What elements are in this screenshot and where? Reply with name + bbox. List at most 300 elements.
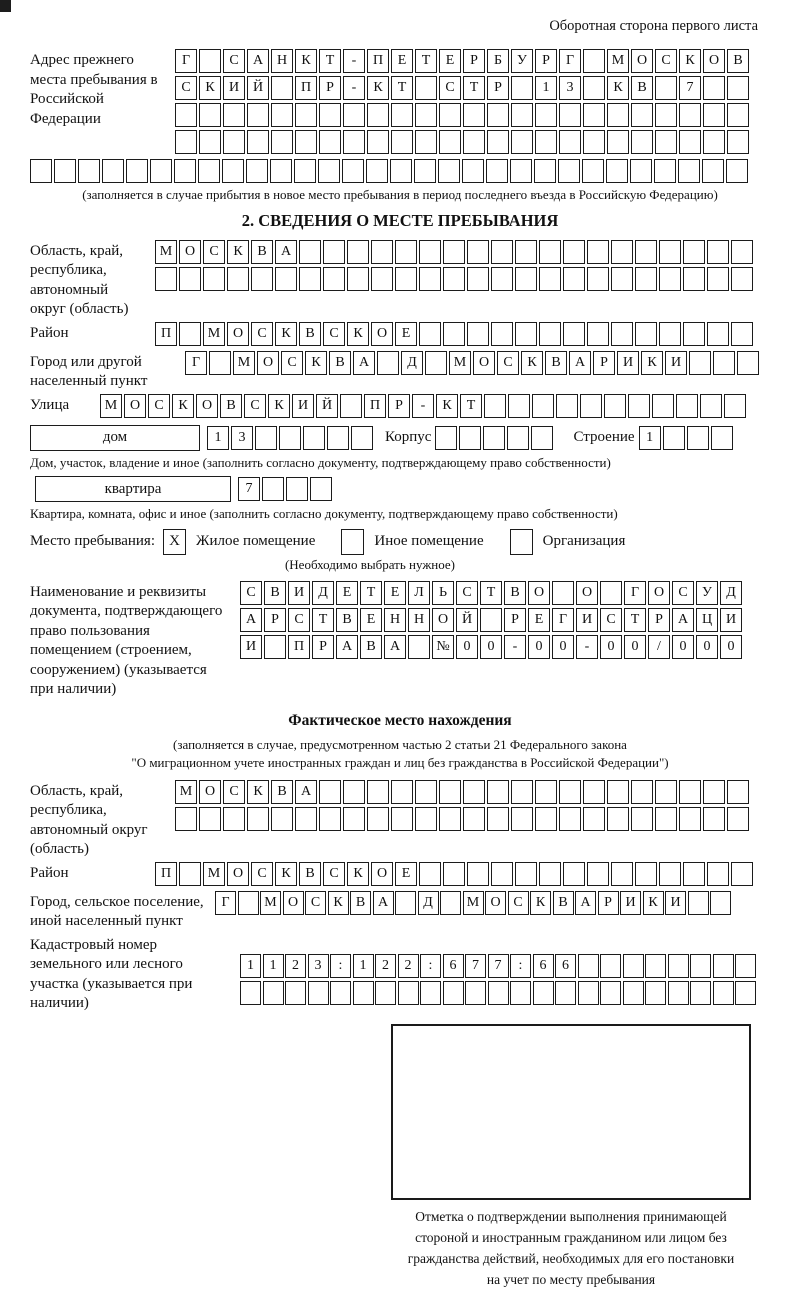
actual-region-block xyxy=(30,780,770,860)
actual-region-field-row-2[interactable] xyxy=(175,807,751,831)
char-box xyxy=(587,322,609,346)
street-label: Улица xyxy=(30,396,70,413)
char-box: В xyxy=(727,49,749,73)
char-box xyxy=(611,862,633,886)
char-box: 3 xyxy=(559,76,581,100)
char-box: Р xyxy=(463,49,485,73)
char-box: Д xyxy=(418,891,439,915)
char-box xyxy=(343,807,365,831)
char-box xyxy=(487,130,509,154)
char-box: С xyxy=(672,581,694,605)
char-box xyxy=(583,807,605,831)
char-box: К xyxy=(268,394,290,418)
char-box xyxy=(726,159,748,183)
char-box: 1 xyxy=(240,954,261,978)
char-box xyxy=(279,426,301,450)
char-box xyxy=(727,130,749,154)
prev-address-field-row-4[interactable] xyxy=(175,130,751,154)
char-box: С xyxy=(288,608,310,632)
char-box: 3 xyxy=(231,426,253,450)
char-box xyxy=(727,807,749,831)
char-box: Р xyxy=(504,608,526,632)
korpus-row[interactable] xyxy=(435,426,555,450)
char-box: К xyxy=(295,49,317,73)
char-box: Г xyxy=(175,49,197,73)
char-box: В xyxy=(350,891,371,915)
char-box: К xyxy=(328,891,349,915)
char-box: К xyxy=(641,351,663,375)
char-box xyxy=(635,267,657,291)
char-box xyxy=(391,103,413,127)
char-box xyxy=(563,267,585,291)
char-box: К xyxy=(643,891,664,915)
char-box xyxy=(319,780,341,804)
char-box xyxy=(347,240,369,264)
house-line xyxy=(30,425,770,451)
char-box xyxy=(702,159,724,183)
char-box: В xyxy=(264,581,286,605)
stay-type-checkbox-other[interactable] xyxy=(341,529,364,555)
char-box: 1 xyxy=(535,76,557,100)
confirmation-stamp-box xyxy=(391,1024,751,1200)
char-box xyxy=(391,130,413,154)
char-box xyxy=(175,130,197,154)
char-box xyxy=(299,267,321,291)
prev-address-field-row-1[interactable] xyxy=(175,49,751,73)
char-box xyxy=(587,862,609,886)
char-box xyxy=(511,807,533,831)
char-box: № xyxy=(432,635,454,659)
char-box: К xyxy=(227,240,249,264)
char-box: Т xyxy=(460,394,482,418)
char-box: В xyxy=(251,240,273,264)
char-box xyxy=(223,807,245,831)
char-box xyxy=(539,240,561,264)
char-box xyxy=(703,130,725,154)
char-box xyxy=(486,159,508,183)
house-field-box[interactable]: дом xyxy=(30,425,200,451)
char-box xyxy=(367,130,389,154)
char-box xyxy=(439,130,461,154)
actual-district-label: Район xyxy=(30,864,69,881)
char-box: Т xyxy=(391,76,413,100)
char-box: 0 xyxy=(696,635,718,659)
char-box xyxy=(659,322,681,346)
stay-type-checkbox-organization[interactable] xyxy=(510,529,533,555)
char-box xyxy=(707,240,729,264)
char-box xyxy=(690,954,711,978)
char-box xyxy=(659,240,681,264)
char-box: А xyxy=(384,635,406,659)
char-box xyxy=(262,477,284,501)
char-box: Р xyxy=(264,608,286,632)
char-box xyxy=(179,862,201,886)
char-box: О xyxy=(528,581,550,605)
char-box: М xyxy=(203,862,225,886)
apartment-field-box[interactable]: квартира xyxy=(35,476,231,502)
char-box xyxy=(735,981,756,1005)
char-box xyxy=(676,394,698,418)
char-box xyxy=(583,103,605,127)
char-box xyxy=(303,426,325,450)
char-box xyxy=(559,130,581,154)
char-box xyxy=(419,267,441,291)
char-box: К xyxy=(275,862,297,886)
cadastre-field-row-1[interactable] xyxy=(240,954,758,978)
char-box: И xyxy=(576,608,598,632)
char-box: О xyxy=(196,394,218,418)
char-box xyxy=(600,981,621,1005)
char-box xyxy=(199,130,221,154)
char-box xyxy=(323,267,345,291)
char-box xyxy=(251,267,273,291)
char-box: Д xyxy=(401,351,423,375)
district-field-row[interactable] xyxy=(155,322,755,346)
char-box: С xyxy=(223,780,245,804)
char-box xyxy=(295,103,317,127)
char-box xyxy=(735,954,756,978)
char-box xyxy=(539,322,561,346)
char-box xyxy=(533,981,554,1005)
char-box: К xyxy=(172,394,194,418)
char-box xyxy=(408,635,430,659)
char-box xyxy=(678,159,700,183)
char-box: И xyxy=(292,394,314,418)
char-box xyxy=(155,267,177,291)
char-box: 6 xyxy=(443,954,464,978)
char-box xyxy=(319,130,341,154)
char-box xyxy=(600,581,622,605)
char-box xyxy=(443,981,464,1005)
actual-city-block xyxy=(30,891,770,932)
actual-district-block xyxy=(30,862,770,889)
char-box: С xyxy=(244,394,266,418)
apartment-note: Квартира, комната, офис и иное (заполнить согласно документу, подтверждающему право собственности) xyxy=(30,506,618,522)
char-box xyxy=(679,807,701,831)
char-box xyxy=(713,981,734,1005)
stay-type-checkbox-residential[interactable]: X xyxy=(163,529,186,555)
region-field-row-2[interactable] xyxy=(155,267,755,291)
char-box: - xyxy=(343,76,365,100)
char-box: Н xyxy=(384,608,406,632)
char-box: 7 xyxy=(679,76,701,100)
prev-address-field-row-2[interactable] xyxy=(175,76,751,100)
char-box: Е xyxy=(439,49,461,73)
cadastre-field-row-2[interactable] xyxy=(240,981,758,1005)
char-box xyxy=(535,780,557,804)
apartment-line xyxy=(30,476,770,502)
char-box: Б xyxy=(487,49,509,73)
char-box: 0 xyxy=(552,635,574,659)
char-box xyxy=(240,981,261,1005)
char-box: О xyxy=(227,322,249,346)
stroenie-row[interactable] xyxy=(639,426,735,450)
char-box: Г xyxy=(552,608,574,632)
char-box: Е xyxy=(395,862,417,886)
char-box xyxy=(295,807,317,831)
char-box: С xyxy=(223,49,245,73)
house-number-row[interactable] xyxy=(207,426,375,450)
char-box xyxy=(463,780,485,804)
confirmation-note-line-1: Отметка о подтверждении выполнения принимающей xyxy=(415,1208,727,1224)
char-box xyxy=(343,103,365,127)
actual-region-field-row-1[interactable] xyxy=(175,780,751,804)
stroenie-label: Строение xyxy=(573,429,635,446)
char-box: Р xyxy=(648,608,670,632)
char-box xyxy=(508,394,530,418)
char-box: М xyxy=(175,780,197,804)
char-box: Н xyxy=(271,49,293,73)
char-box xyxy=(30,159,52,183)
char-box xyxy=(515,240,537,264)
char-box xyxy=(467,267,489,291)
region-field-row-1[interactable] xyxy=(155,240,755,264)
char-box: 3 xyxy=(308,954,329,978)
char-box xyxy=(539,862,561,886)
char-box xyxy=(419,240,441,264)
char-box xyxy=(535,130,557,154)
document-field-row-1[interactable] xyxy=(240,581,744,605)
char-box: В xyxy=(360,635,382,659)
char-box xyxy=(604,394,626,418)
char-box: С xyxy=(175,76,197,100)
prev-address-label: Адрес прежнего места пребывания в Российской Федерации xyxy=(30,52,158,127)
char-box xyxy=(679,130,701,154)
char-box: 2 xyxy=(285,954,306,978)
document-field-row-3[interactable] xyxy=(240,635,744,659)
char-box xyxy=(271,76,293,100)
char-box xyxy=(238,891,259,915)
region-block xyxy=(30,240,770,320)
char-box xyxy=(583,130,605,154)
char-box: О xyxy=(199,780,221,804)
char-box: Т xyxy=(319,49,341,73)
char-box xyxy=(480,608,502,632)
char-box: Р xyxy=(593,351,615,375)
char-box: И xyxy=(223,76,245,100)
char-box: У xyxy=(511,49,533,73)
char-box: М xyxy=(203,322,225,346)
char-box: Р xyxy=(319,76,341,100)
char-box xyxy=(439,103,461,127)
city-field-row[interactable] xyxy=(185,351,761,375)
char-box: П xyxy=(364,394,386,418)
char-box xyxy=(510,981,531,1005)
stay-type-line xyxy=(30,529,770,555)
char-box xyxy=(343,780,365,804)
char-box xyxy=(511,103,533,127)
char-box xyxy=(607,103,629,127)
char-box xyxy=(737,351,759,375)
char-box xyxy=(415,76,437,100)
char-box: : xyxy=(330,954,351,978)
actual-district-field-row[interactable] xyxy=(155,862,755,886)
char-box: А xyxy=(336,635,358,659)
confirmation-note xyxy=(375,1207,767,1291)
char-box: О xyxy=(371,862,393,886)
char-box: К xyxy=(521,351,543,375)
char-box xyxy=(703,807,725,831)
char-box: : xyxy=(510,954,531,978)
char-box: К xyxy=(347,322,369,346)
char-box: Н xyxy=(408,608,430,632)
char-box xyxy=(563,240,585,264)
city-label: Город или другой населенный пункт xyxy=(30,353,148,390)
char-box xyxy=(246,159,268,183)
char-box xyxy=(606,159,628,183)
char-box: С xyxy=(305,891,326,915)
char-box xyxy=(534,159,556,183)
char-box xyxy=(623,954,644,978)
actual-city-field-row[interactable] xyxy=(215,891,733,915)
char-box xyxy=(78,159,100,183)
char-box: А xyxy=(569,351,591,375)
char-box xyxy=(727,780,749,804)
char-box xyxy=(340,394,362,418)
char-box: М xyxy=(463,891,484,915)
apartment-number-row[interactable] xyxy=(238,477,334,501)
char-box: 0 xyxy=(528,635,550,659)
char-box xyxy=(299,240,321,264)
char-box: Т xyxy=(415,49,437,73)
char-box xyxy=(425,351,447,375)
char-box: М xyxy=(100,394,122,418)
char-box xyxy=(179,267,201,291)
char-box xyxy=(395,240,417,264)
char-box xyxy=(271,130,293,154)
house-note: Дом, участок, владение и иное (заполнить согласно документу, подтверждающему право собственности) xyxy=(30,454,611,470)
char-box xyxy=(255,426,277,450)
char-box: Ь xyxy=(432,581,454,605)
char-box xyxy=(319,807,341,831)
char-box xyxy=(635,240,657,264)
char-box: А xyxy=(240,608,262,632)
char-box: / xyxy=(648,635,670,659)
actual-location-note-2: "О миграционном учете иностранных граждан и лиц без гражданства в Российской Федерации") xyxy=(131,755,669,771)
char-box xyxy=(175,103,197,127)
char-box: Д xyxy=(312,581,334,605)
char-box xyxy=(655,76,677,100)
confirmation-note-line-2: стороной и иностранным гражданином или лицом без xyxy=(415,1229,727,1245)
char-box xyxy=(727,76,749,100)
region-label: Область, край, республика, автономный округ (область) xyxy=(30,242,129,318)
char-box: С xyxy=(456,581,478,605)
prev-address-field-row-5[interactable] xyxy=(30,159,770,183)
char-box xyxy=(630,159,652,183)
char-box: 1 xyxy=(639,426,661,450)
char-box xyxy=(631,103,653,127)
char-box: 6 xyxy=(555,954,576,978)
char-box: А xyxy=(275,240,297,264)
char-box xyxy=(631,130,653,154)
char-box xyxy=(247,130,269,154)
char-box xyxy=(415,130,437,154)
char-box: С xyxy=(148,394,170,418)
char-box: К xyxy=(436,394,458,418)
char-box xyxy=(415,103,437,127)
char-box xyxy=(391,780,413,804)
char-box xyxy=(611,267,633,291)
stay-type-option-residential: Жилое помещение xyxy=(196,533,316,550)
char-box: О xyxy=(648,581,670,605)
char-box xyxy=(308,981,329,1005)
char-box: Т xyxy=(360,581,382,605)
char-box: Т xyxy=(624,608,646,632)
cadastre-label: Кадастровый номер земельного или лесного участка (указывается при наличии) xyxy=(30,936,193,1012)
char-box xyxy=(556,394,578,418)
char-box xyxy=(679,103,701,127)
char-box xyxy=(511,130,533,154)
char-box xyxy=(391,807,413,831)
char-box: 0 xyxy=(600,635,622,659)
char-box xyxy=(247,103,269,127)
char-box xyxy=(271,103,293,127)
char-box: С xyxy=(600,608,622,632)
char-box xyxy=(367,807,389,831)
char-box xyxy=(707,267,729,291)
char-box xyxy=(687,426,709,450)
char-box: Е xyxy=(336,581,358,605)
char-box xyxy=(319,103,341,127)
char-box xyxy=(631,807,653,831)
char-box: П xyxy=(155,322,177,346)
char-box: Т xyxy=(480,581,502,605)
char-box xyxy=(515,862,537,886)
prev-address-field-row-3[interactable] xyxy=(175,103,751,127)
char-box xyxy=(700,394,722,418)
char-box xyxy=(683,862,705,886)
actual-location-note-1: (заполняется в случае, предусмотренном частью 2 статьи 21 Федерального закона xyxy=(173,736,627,752)
street-field-row[interactable] xyxy=(100,394,748,418)
char-box: С xyxy=(655,49,677,73)
char-box: 0 xyxy=(624,635,646,659)
char-box xyxy=(415,807,437,831)
char-box: С xyxy=(251,322,273,346)
char-box xyxy=(587,267,609,291)
char-box xyxy=(623,981,644,1005)
char-box xyxy=(515,267,537,291)
char-box xyxy=(223,103,245,127)
char-box: С xyxy=(323,862,345,886)
char-box xyxy=(607,807,629,831)
char-box: К xyxy=(199,76,221,100)
cadastre-block xyxy=(30,934,770,1014)
char-box: К xyxy=(530,891,551,915)
char-box xyxy=(443,862,465,886)
char-box xyxy=(707,862,729,886)
char-box xyxy=(443,240,465,264)
char-box xyxy=(174,159,196,183)
char-box xyxy=(582,159,604,183)
char-box xyxy=(285,981,306,1005)
char-box xyxy=(487,780,509,804)
char-box xyxy=(600,954,621,978)
char-box: Г xyxy=(624,581,646,605)
district-block xyxy=(30,322,770,349)
char-box: 1 xyxy=(263,954,284,978)
char-box: В xyxy=(329,351,351,375)
document-block xyxy=(30,581,770,700)
char-box xyxy=(563,862,585,886)
char-box: В xyxy=(504,581,526,605)
char-box xyxy=(491,267,513,291)
char-box xyxy=(179,322,201,346)
document-field-row-2[interactable] xyxy=(240,608,744,632)
char-box: М xyxy=(233,351,255,375)
char-box xyxy=(227,267,249,291)
char-box: О xyxy=(631,49,653,73)
actual-location-title: Фактическое место нахождения xyxy=(288,711,512,729)
